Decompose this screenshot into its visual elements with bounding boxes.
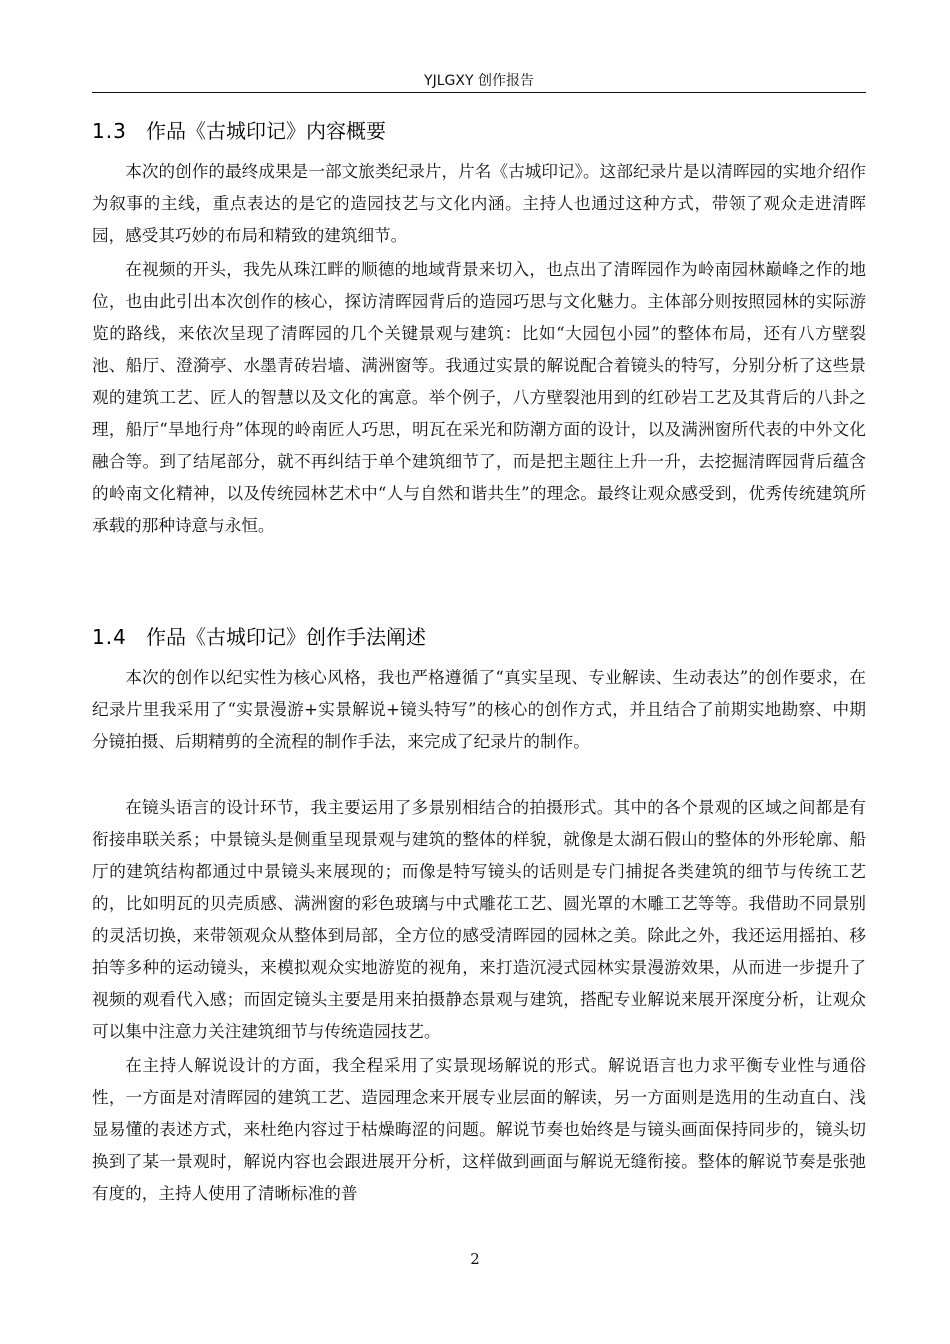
header-rule <box>92 92 866 93</box>
section-heading-1-4 <box>92 624 866 650</box>
running-header: YJLGXY 创作报告 <box>424 73 534 89</box>
paragraph: 在视频的开头，我先从珠江畔的顺德的地域背景来切入，也点出了清晖园作为岭南园林巅峰之作的地位，也由此引出本次创作的核心，探访清晖园背后的造园巧思与文化魅力。主体部分则按照园林的实际游览的路线，来依次呈现了清晖园的几个关键景观与建筑：比如“大园包小园”的整体布局，还有八方壁裂池、船厅、澄漪亭、水墨青砖岩墙、满洲窗等。我通过实景的解说配合着镜头的特写，分别分析了这些景观的建筑工艺、匠人的智慧以及文化的寓意。举个例子，八方壁裂池用到的红砂岩工艺及其背后的八卦之理，船厅“旱地行舟”体现的岭南匠人巧思，明瓦在采光和防潮方面的设计，以及满洲窗所代表的中外文化融合等。到了结尾部分，就不再纠结于单个建筑细节了，而是把主题往上升一升，去挖掘清晖园背后蕴含的岭南文化精神，以及传统园林艺术中“人与自然和谐共生”的理念。最终让观众感受到，优秀传统建筑所承载的那种诗意与永恒。 <box>92 260 866 535</box>
paragraph: 本次的创作的最终成果是一部文旅类纪录片，片名《古城印记》。这部纪录片是以清晖园的实地介绍作为叙事的主线，重点表达的是它的造园技艺与文化内涵。主持人也通过这种方式，带领了观众走进清晖园，感受其巧妙的布局和精致的建筑细节。 <box>92 162 866 245</box>
paragraph: 本次的创作以纪实性为核心风格，我也严格遵循了“真实呈现、专业解读、生动表达”的创作要求，在纪录片里我采用了“实景漫游+实景解说+镜头特写”的核心的创作方式，并且结合了前期实地勘察、中期分镜拍摄、后期精剪的全流程的制作手法，来完成了纪录片的制作。 <box>92 668 866 751</box>
section-title: 作品《古城印记》创作手法阐述 <box>146 625 426 649</box>
section-number: 1.4 <box>92 625 127 649</box>
section-heading-1-3 <box>92 118 866 144</box>
page-number: 2 <box>470 1250 480 1268</box>
paragraph: 在主持人解说设计的方面，我全程采用了实景现场解说的形式。解说语言也力求平衡专业性与通俗性，一方面是对清晖园的建筑工艺、造园理念来开展专业层面的解读，另一方面则是选用的生动直白、浅显易懂的表述方式，来杜绝内容过于枯燥晦涩的问题。解说节奏也始终是与镜头画面保持同步的，镜头切换到了某一景观时，解说内容也会跟进展开分析，这样做到画面与解说无缝衔接。整体的解说节奏是张弛有度的，主持人使用了清晰标准的普 <box>92 1056 866 1203</box>
section-number: 1.3 <box>92 119 127 143</box>
paragraph: 在镜头语言的设计环节，我主要运用了多景别相结合的拍摄形式。其中的各个景观的区域之间都是有衔接串联关系；中景镜头是侧重呈现景观与建筑的整体的样貌，就像是太湖石假山的整体的外形轮廓、船厅的建筑结构都通过中景镜头来展现的；而像是特写镜头的话则是专门捕捉各类建筑的细节与传统工艺的，比如明瓦的贝壳质感、满洲窗的彩色玻璃与中式雕花工艺、圆光罩的木雕工艺等等。我借助不同景别的灵活切换，来带领观众从整体到局部，全方位的感受清晖园的园林之美。除此之外，我还运用摇拍、移拍等多种的运动镜头，来模拟观众实地游览的视角，来打造沉浸式园林实景漫游效果，从而进一步提升了视频的观看代入感；而固定镜头主要是用来拍摄静态景观与建筑，搭配专业解说来展开深度分析，让观众可以集中注意力关注建筑细节与传统造园技艺。 <box>92 798 866 1041</box>
section-title: 作品《古城印记》内容概要 <box>146 119 386 143</box>
